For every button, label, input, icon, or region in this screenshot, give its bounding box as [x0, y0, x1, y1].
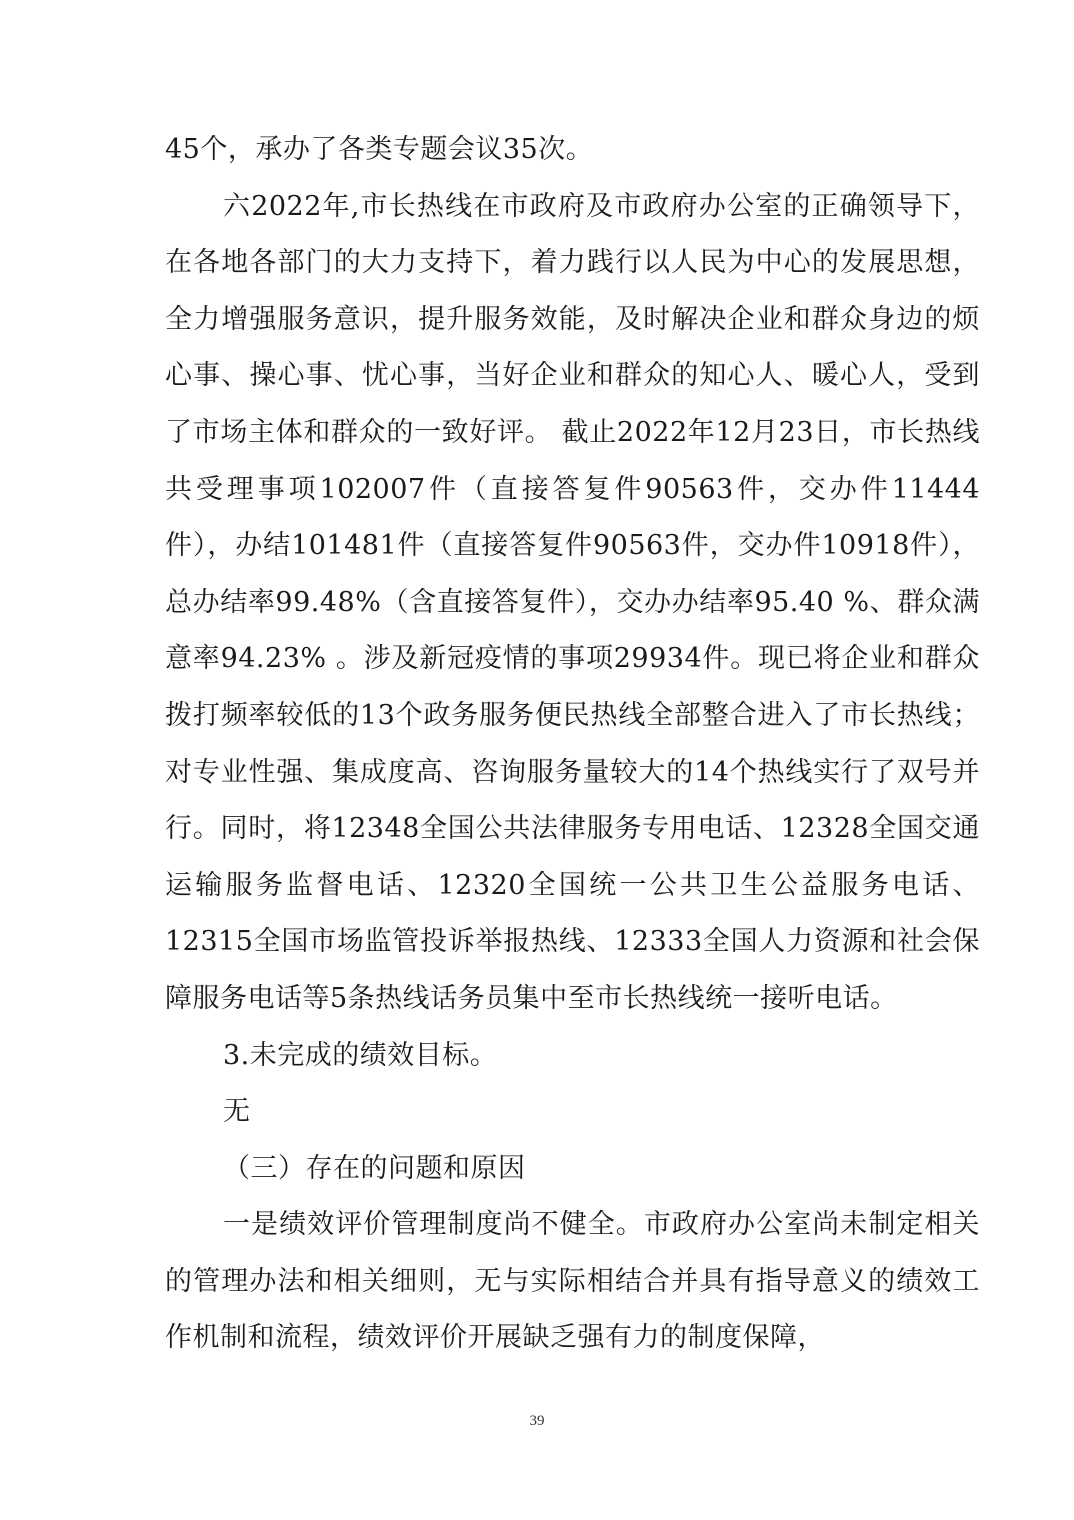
paragraph-3: 3.未完成的绩效目标。	[223, 1039, 498, 1071]
paragraph-5: （三）存在的问题和原因	[223, 1152, 526, 1184]
page-number: 39	[529, 1413, 545, 1429]
paragraph-4: 无	[223, 1096, 251, 1128]
paragraph-2: 六2022年,市长热线在市政府及市政府办公室的正确领导下，在各地各部门的大力支持下，着力践行以人民为中心的发展思想，全力增强服务意识，提升服务效能，及时解决企业和群众身边的烦心事、操心事、忧心事，当好企业和群众的知心人、暖心人，受到了市场主体和群众的一致好评。 截止2022年12月23日，市长热线共受理事项102007件（直接答复件90563件，交办件11444件），办结101481件（直接答复件90563件，交办件10918件），总办结率99.48%（含直接答复件），交办办结率95.40 %、群众满意率94.23% 。涉及新冠疫情的事项29934件。现已将企业和群众拨打频率较低的13个政务服务便民热线全部整合进入了市长热线；对专业性强、集成度高、咨询服务量较大的14个热线实行了双号并行。同时，将12348全国公共法律服务专用电话、12328全国交通运输服务监督电话、12320全国统一公共卫生公益服务电话、12315全国市场监管投诉举报热线、12333全国人力资源和社会保障服务电话等5条热线话务员集中至市长热线统一接听电话。	[165, 190, 980, 1014]
paragraph-1: 45个，承办了各类专题会议35次。	[165, 134, 594, 165]
paragraph-6: 一是绩效评价管理制度尚不健全。市政府办公室尚未制定相关的管理办法和相关细则，无与实际相结合并具有指导意义的绩效工作机制和流程，绩效评价开展缺乏强有力的制度保障，	[165, 1209, 980, 1354]
body-text	[165, 122, 980, 1367]
